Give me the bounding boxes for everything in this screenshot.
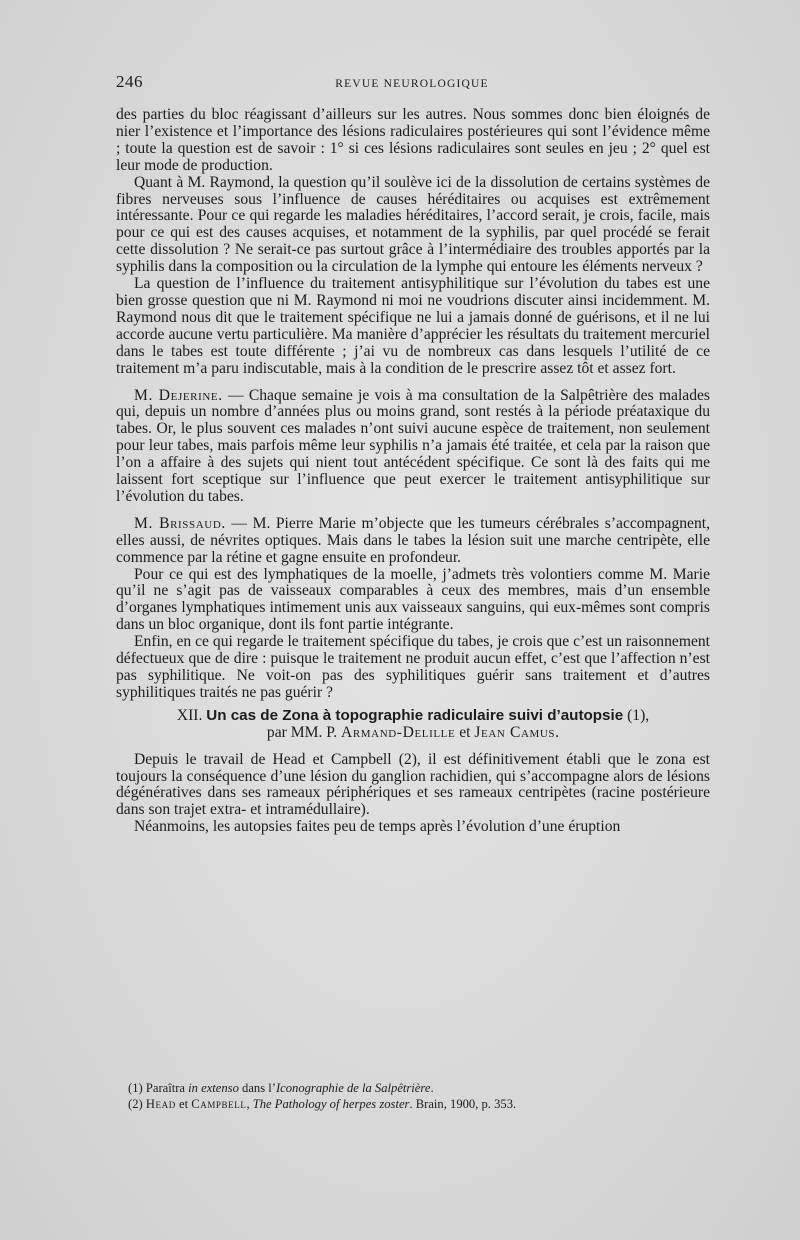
paragraph-continuation: des parties du bloc réagissant d’ailleurs sur les autres. Nous sommes donc bien éloignés de nier l’existence et l’importance des lésions radiculaires postérieures qui sont l’évidence même ; toute la question est de savoir : 1° si ces lésions radiculaires sont seules en jeu ; 2° quel est leur mode de production.	[116, 106, 710, 174]
footnote-2	[116, 1096, 710, 1112]
paragraph-autopsies: Néanmoins, les autopsies faites peu de temps après l’évolution d’une éruption	[134, 818, 621, 836]
footnote-italic: in extenso	[188, 1081, 239, 1095]
author-name: Armand-Delille	[341, 723, 456, 741]
byline-join: et	[455, 723, 475, 741]
paragraph-specific-treatment: Enfin, en ce qui regarde le traitement spécifique du tabes, je crois que c’est un raisonnement défectueux que de dire : puisque le traitement ne produit aucun effet, c’est que l’affection n’est pas syphilitique. Ne voit-on pas des syphilitiques guérir sans traitement et d’autres syphilitiques traités ne pas guérir ?	[116, 633, 710, 701]
page-header	[116, 72, 708, 96]
paragraph-head-campbell: Depuis le travail de Head et Campbell (2), il est définitivement établi que le zona est toujours la conséquence d’une lésion du ganglion rachidien, qui s’accompagne alors de lésions dégénératives dans ses rameaux périphériques et ses rameaux centripètes (racine postérieure dans son trajet extra- et intramédullaire).	[116, 750, 710, 819]
section-title-line	[116, 708, 710, 725]
footnote-1	[116, 1080, 710, 1096]
footnote-italic: The Pathology of herpes zoster	[252, 1097, 410, 1111]
footnote-mark: (2)	[128, 1097, 146, 1111]
section-heading	[116, 708, 710, 742]
footnote-text: et	[175, 1097, 192, 1111]
footnote-text: .	[430, 1081, 434, 1095]
speaker-name: M. Brissaud.	[134, 514, 226, 532]
footnote-author: Head	[145, 1097, 176, 1111]
footnotes	[116, 1080, 710, 1112]
byline-prefix: par MM. P.	[266, 723, 341, 741]
body-text	[116, 107, 710, 836]
running-head: REVUE NEUROLOGIQUE	[335, 78, 489, 90]
paragraph-lymphatics: Pour ce qui est des lymphatiques de la moelle, j’admets très volontiers comme M. Marie qu’il ne s’agit pas de vaisseaux comparables à ceux des membres, mais d’un ensemble d’organes lymphatiques intimement unis aux vaisseaux sanguins, qui eux-mêmes sont compris dans un bloc organique, dont ils font partie intégrante.	[116, 565, 710, 634]
speaker-text: — M. Pierre Marie m’objecte que les tumeurs cérébrales s’accompagnent, elles aussi, de névrites optiques. Mais dans le tabes la lésion suit une marche centripète, elle commence par la rétine et gagne ensuite en profondeur.	[116, 514, 710, 566]
page-number: 246	[116, 72, 143, 91]
paragraph-dejerine	[116, 388, 710, 506]
paragraph-raymond: Quant à M. Raymond, la question qu’il soulève ici de la dissolution de certains systèmes de fibres nerveuses sous l’influence de causes héréditaires ou acquises est extrêmement intéressante. Pour ce qui regarde les maladies héréditaires, l’accord serait, je crois, facile, mais pour ce qui est des causes acquises, et notamment de la syphilis, par quel procédé se ferait cette dissolution ? Ne serait-ce pas surtout grâce à l’intermédiaire des troubles apportés par la syphilis dans la composition ou la circulation de la lymphe qui entoure les éléments nerveux ?	[116, 173, 710, 276]
footnote-text: ,	[246, 1097, 253, 1111]
paragraph-brissaud	[116, 516, 710, 567]
footnote-italic: Iconographie de la Salpêtrière	[275, 1081, 431, 1095]
section-title: Un cas de Zona à topographie radiculaire suivi d’autopsie	[206, 706, 624, 724]
paragraph-treatment: La question de l’influence du traitement antisyphilitique sur l’évolution du tabes est une bien grosse question que ni M. Raymond ni moi ne voudrions discuter ainsi incidemment. M. Raymond nous dit que le traitement spécifique ne lui a jamais donné de guérisons, et il ne lui accorde aucune vertu particulière. Ma manière d’apprécier les résultats du traitement mercuriel dans le tabes est toute différente ; j’ai vu de nombreux cas dans lesquels l’utilité de ce traitement m’a paru indiscutable, mais à la condition de le prescrire assez tôt et assez fort.	[116, 275, 710, 377]
byline-end: .	[555, 723, 560, 741]
author-name: Jean Camus	[474, 723, 556, 741]
speaker-name: M. Dejerine.	[134, 386, 223, 404]
footnote-text: dans l’	[238, 1081, 276, 1095]
section-footnote-ref: (1),	[623, 706, 650, 724]
speaker-text: — Chaque semaine je vois à ma consultation de la Salpêtrière des malades qui, depuis un nombre d’années plus ou moins grand, sont restés à la période préataxique du tabes. Or, le plus souvent ces malades n’ont suivi aucune espèce de traitement, non seulement pour leur tabes, mais parfois même leur syphilis n’a jamais été traitée, et cela par la raison que l’on a affaire à des sujets qui nient tout antécédent spécifique. Ce sont là des faits qui me laissent fort sceptique sur l’influence que peut exercer le traitement antisyphilitique sur l’évolution du tabes.	[116, 386, 710, 505]
footnote-mark: (1)	[128, 1081, 146, 1095]
section-byline	[116, 725, 710, 742]
footnote-text: . Brain, 1900, p. 353.	[409, 1097, 517, 1111]
footnote-author: Campbell	[191, 1097, 247, 1111]
footnote-text: Paraîtra	[145, 1081, 189, 1095]
section-number: XII.	[176, 706, 203, 724]
